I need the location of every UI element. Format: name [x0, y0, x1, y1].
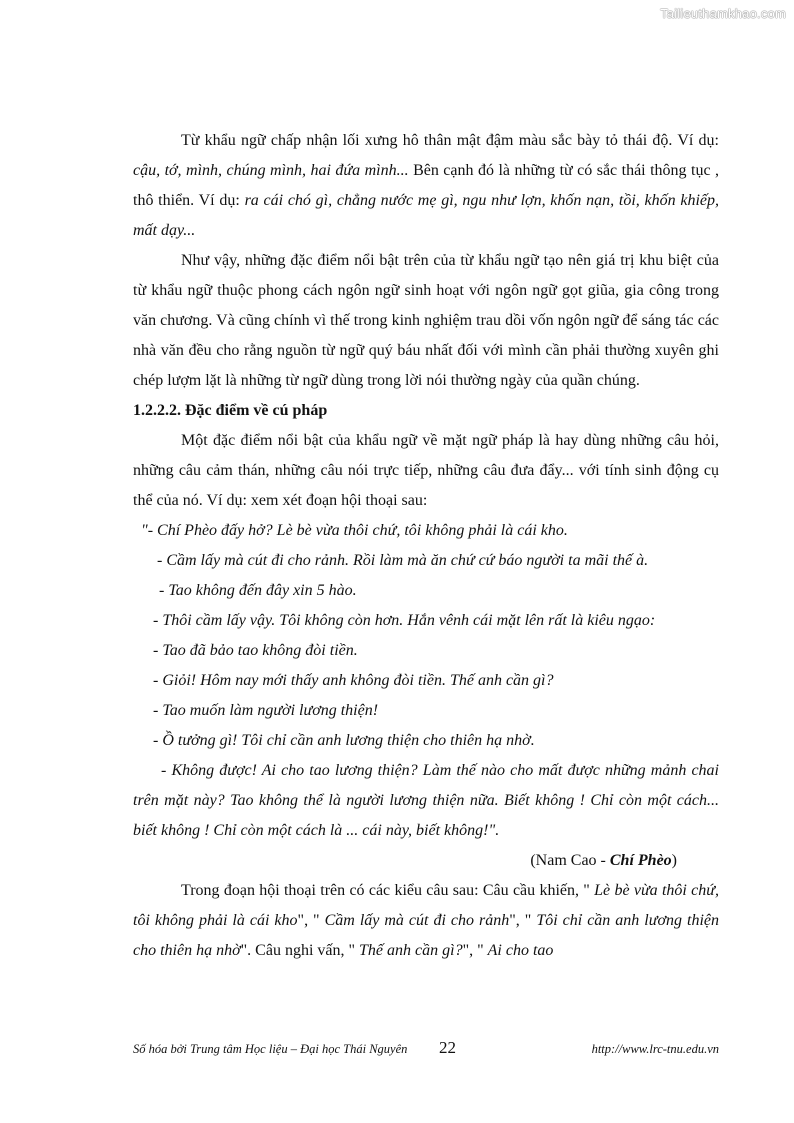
section-heading: 1.2.2.2. Đặc điểm về cú pháp	[133, 402, 328, 419]
quote-line-1: "- Chí Phèo đấy hở? Lè bè vừa thôi chứ, tôi không phải là cái kho.	[141, 522, 568, 539]
p4-text-2: ", "	[297, 912, 325, 929]
citation-suffix: )	[671, 852, 677, 869]
citation	[133, 846, 719, 876]
p4-text-1: Trong đoạn hội thoại trên có các kiểu câu sau: Câu cầu khiến, "	[181, 882, 595, 899]
p4-example-2: Cầm lấy mà cút đi cho rảnh	[324, 912, 510, 929]
page-footer	[133, 1038, 719, 1062]
p4-example-5: Ai cho tao	[487, 942, 554, 959]
citation-prefix: (Nam Cao -	[530, 852, 610, 869]
p1-text-1: Từ khẩu ngữ chấp nhận lối xưng hô thân mật đậm màu sắc bày tỏ thái độ. Ví dụ:	[181, 132, 719, 149]
paragraph-1	[133, 126, 719, 246]
paragraph-2: Như vậy, những đặc điểm nổi bật trên của từ khẩu ngữ tạo nên giá trị khu biệt của từ khẩu ngữ thuộc phong cách ngôn ngữ sinh hoạt với ngôn ngữ gọt giũa, gia công trong văn chương. Và cũng chính vì thế trong kinh nghiệm trau dồi vốn ngôn ngữ để sáng tác các nhà văn đều cho rằng nguồn từ ngữ quý báu nhất đối với mình cần phải thường xuyên ghi chép lượm lặt là những từ ngữ dùng trong lời nói thường ngày của quần chúng.	[133, 252, 719, 389]
quote-line-2: - Cầm lấy mà cút đi cho rảnh. Rồi làm mà ăn chứ cứ báo người ta mãi thế à.	[157, 552, 649, 569]
watermark-text: Tailieuthamkhao.com	[660, 6, 786, 21]
quote-line-4: - Thôi cầm lấy vậy. Tôi không còn hơn. Hắn vênh cái mặt lên rất là kiêu ngạo:	[153, 612, 656, 629]
p4-text-4: ". Câu nghi vấn, "	[240, 942, 360, 959]
footer-source: Số hóa bởi Trung tâm Học liệu – Đại học Thái Nguyên	[133, 1042, 408, 1056]
paragraph-4	[133, 876, 719, 966]
p4-text-5: ", "	[462, 942, 488, 959]
quote-line-8: - Ồ tưởng gì! Tôi chỉ cần anh lương thiện cho thiên hạ nhờ.	[153, 732, 535, 749]
p4-example-3: Tôi chỉ cần anh lương thiện cho thiên hạ nhờ	[133, 912, 720, 959]
quote-line-5: - Tao đã bảo tao không đòi tiền.	[153, 642, 358, 659]
citation-book: Chí Phèo	[609, 852, 672, 869]
p1-example-1: cậu, tớ, mình, chúng mình, hai đứa mình...	[133, 162, 409, 179]
page-number: 22	[439, 1038, 456, 1057]
footer-url-link[interactable]: http://www.lrc-tnu.edu.vn	[591, 1042, 719, 1056]
quote-line-6: - Giỏi! Hôm nay mới thấy anh không đòi tiền. Thế anh cần gì?	[153, 672, 554, 689]
p1-text-2: Bên cạnh đó là những từ có sắc thái thông tục , thô thiển. Ví dụ:	[133, 162, 720, 209]
quote-line-9: - Không được! Ai cho tao lương thiện? Làm thế nào cho mất được những mảnh chai trên mặt này? Tao không thể là người lương thiện nữa. Biết không ! Chỉ còn một cách... biết không ! Chỉ còn một cách là ... cái này, biết không!".	[133, 762, 719, 839]
p1-example-2: ra cái chó gì, chẳng nước mẹ gì, ngu như lợn, khốn nạn, tồi, khốn khiếp, mất dạy...	[133, 192, 720, 239]
p4-example-1: Lè bè vừa thôi chứ, tôi không phải là cái kho	[133, 882, 720, 929]
p4-example-4: Thế anh cần gì?	[359, 942, 463, 959]
document-body	[133, 126, 719, 966]
quote-line-3: - Tao không đến đây xin 5 hào.	[159, 582, 357, 599]
quote-line-7: - Tao muốn làm người lương thiện!	[153, 702, 379, 719]
p4-text-3: ", "	[509, 912, 537, 929]
paragraph-3: Một đặc điểm nổi bật của khẩu ngữ về mặt ngữ pháp là hay dùng những câu hỏi, những câu cảm thán, những câu nói trực tiếp, những câu đưa đẩy... với tính sinh động cụ thể của nó. Ví dụ: xem xét đoạn hội thoại sau:	[133, 432, 719, 509]
